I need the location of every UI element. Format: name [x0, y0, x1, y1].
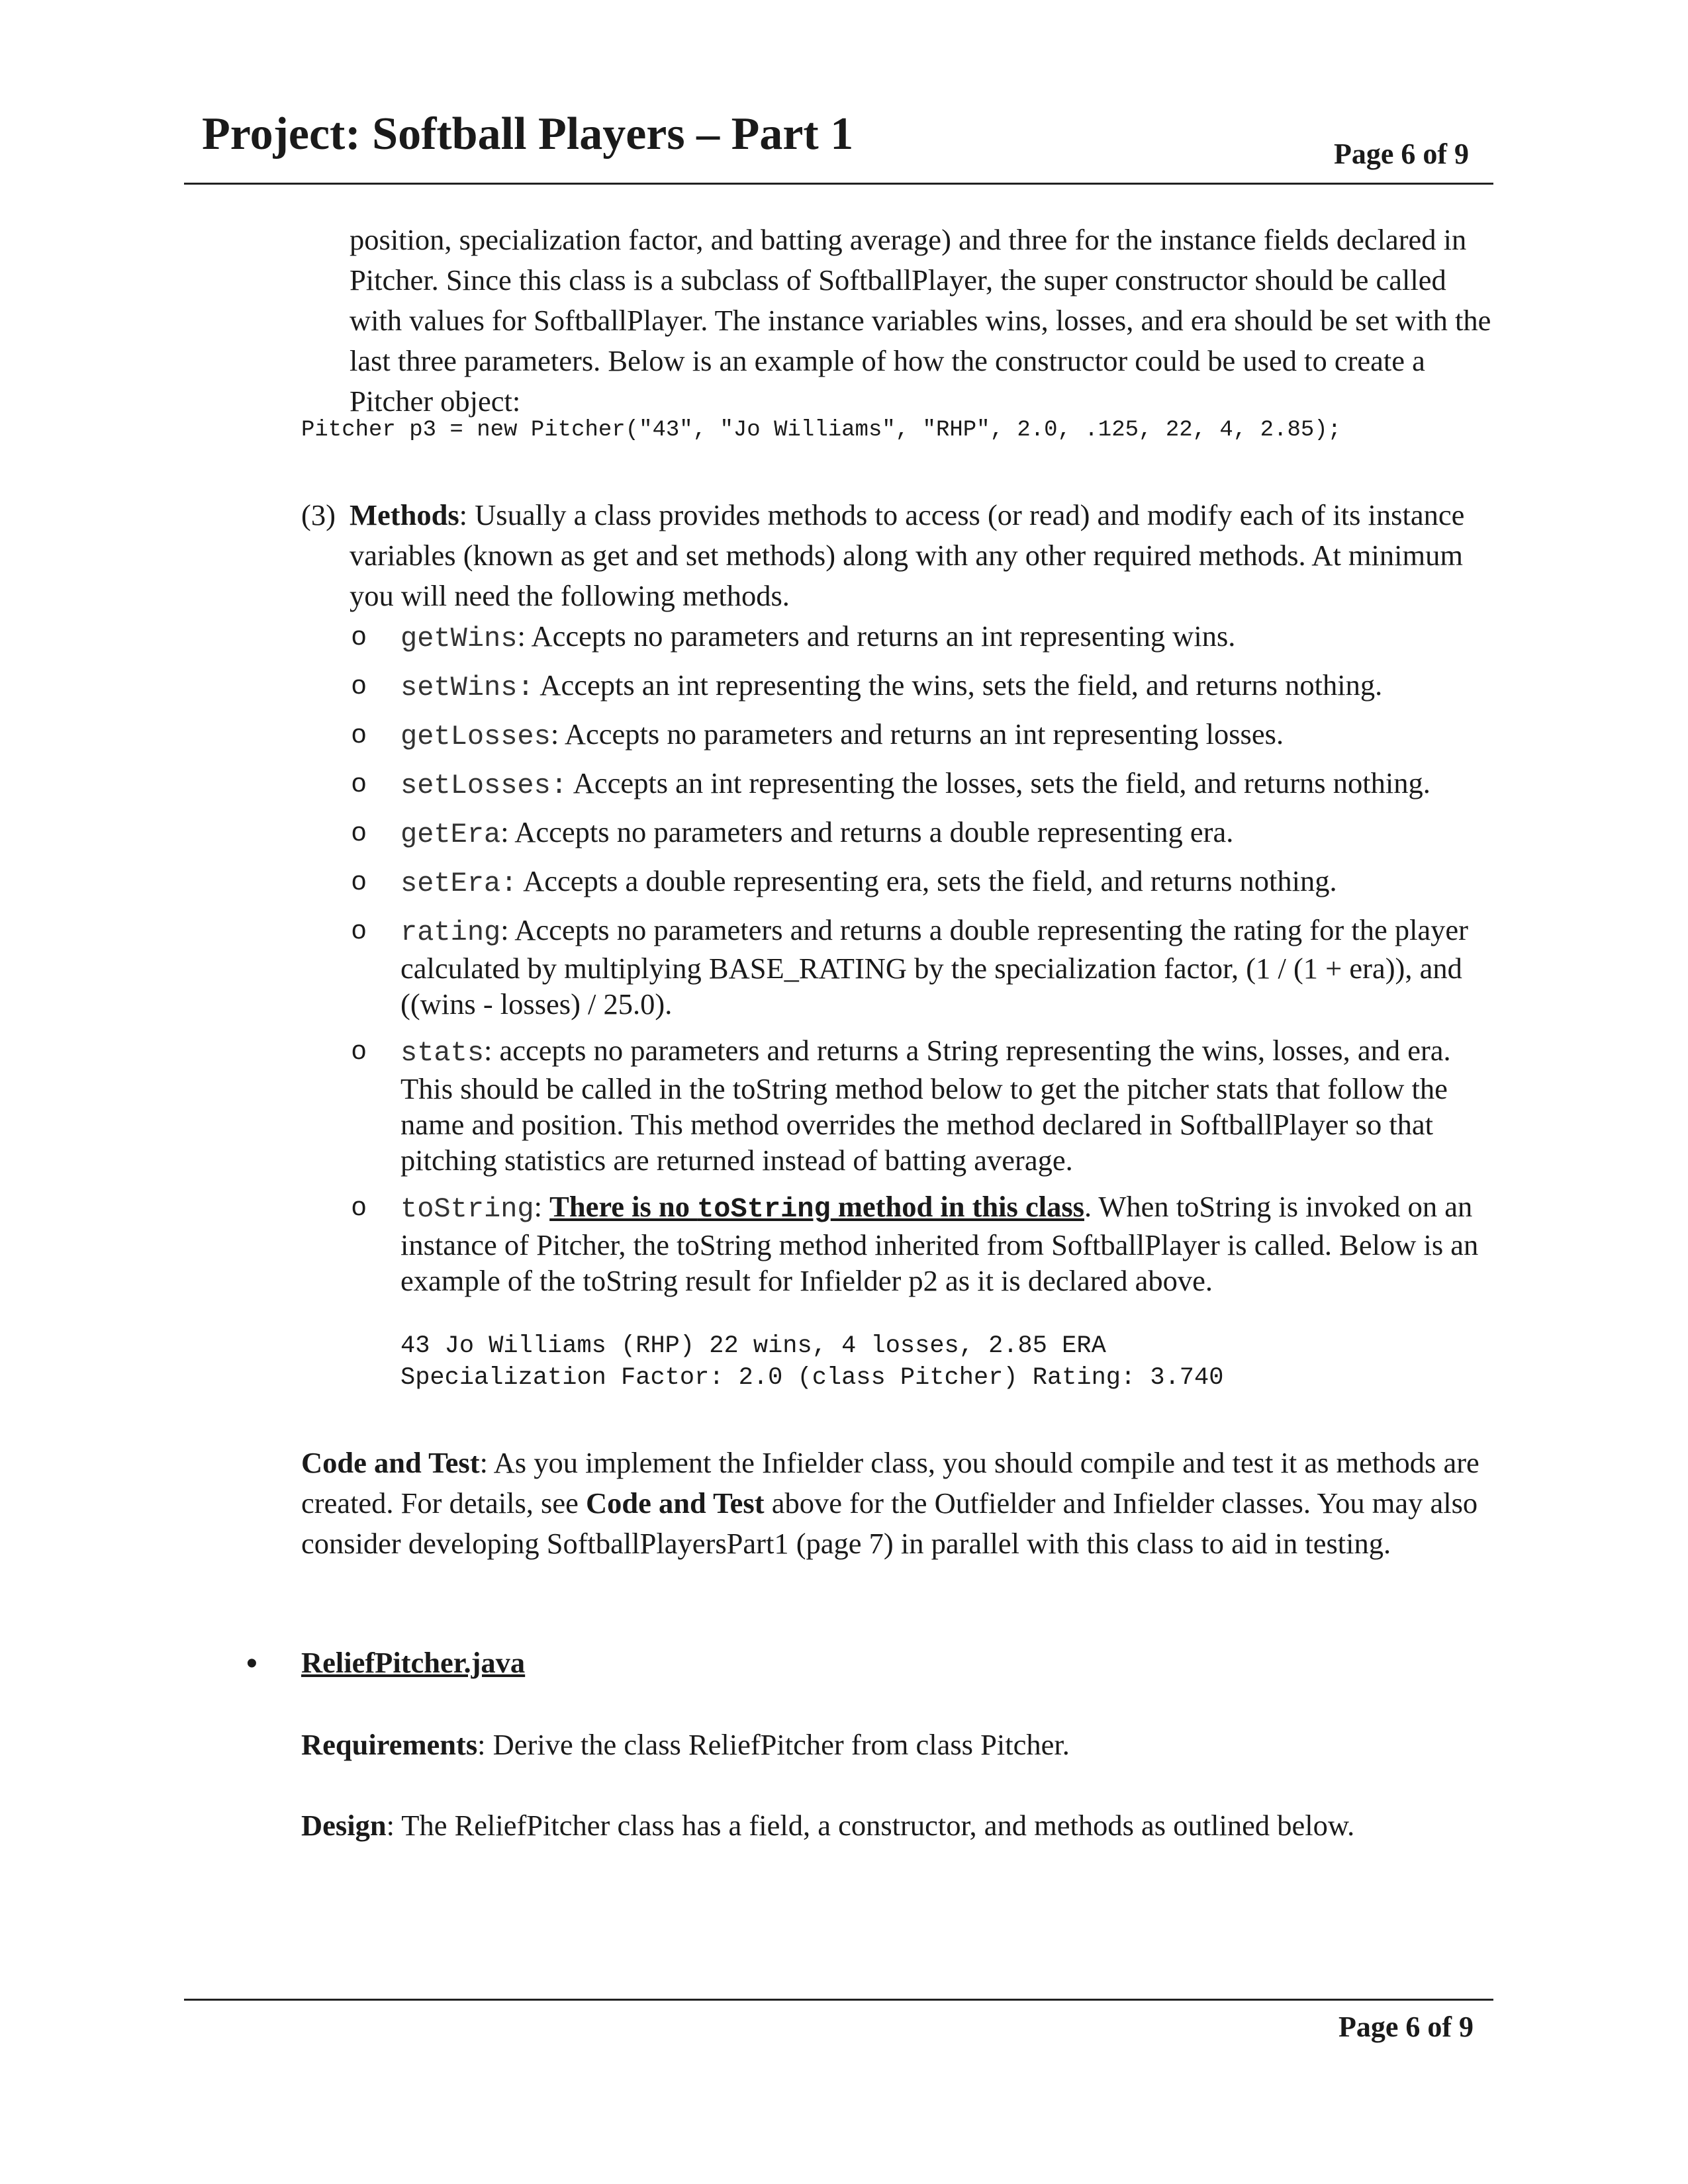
method-name: getEra [400, 819, 501, 850]
list-item [350, 814, 1495, 852]
list-item [350, 1189, 1495, 1298]
method-name: rating [400, 917, 501, 948]
section-number: (3) [301, 498, 336, 531]
list-bullet: o [352, 670, 367, 700]
tostring-note [549, 1190, 1084, 1223]
list-item [350, 618, 1495, 657]
list-bullet: o [352, 817, 367, 846]
output-line: Specialization Factor: 2.0 (class Pitcher) Rating: 3.740 [400, 1364, 1224, 1392]
header-page-number: Page 6 of 9 [1334, 138, 1470, 170]
list-bullet: o [352, 915, 367, 944]
requirements-label: Requirements [301, 1728, 478, 1761]
list-bullet: o [352, 1036, 367, 1065]
methods-list [350, 618, 1495, 1298]
method-description: : Accepts no parameters and returns an int representing losses. [550, 717, 1284, 751]
method-description: : Accepts no parameters and returns a double representing era. [500, 815, 1234, 848]
list-item [350, 716, 1495, 754]
design-text: : The ReliefPitcher class has a field, a constructor, and methods as outlined below. [386, 1809, 1355, 1842]
method-description: : accepts no parameters and returns a String representing the wins, losses, and era. This should be called in the toString method below to get the pitcher stats that follow the name and position. This method overrides the method declared in SoftballPlayer so that pitching statistics are returned instead of batting average. [400, 1034, 1451, 1177]
tostring-output-example [400, 1330, 1223, 1394]
requirements-text: : Derive the class ReliefPitcher from class Pitcher. [477, 1728, 1070, 1761]
header-divider [184, 183, 1493, 185]
method-description: . When toString is invoked on an instance of Pitcher, the toString method inherited from SoftballPlayer is called. Below is an example of the toString result for Infielder p2 as it is declared above. [400, 1190, 1479, 1297]
output-line: 43 Jo Williams (RHP) 22 wins, 4 losses, 2.85 ERA [400, 1332, 1106, 1360]
list-item [350, 765, 1495, 803]
design-paragraph [301, 1808, 1354, 1843]
constructor-code-example: Pitcher p3 = new Pitcher("43", "Jo Williams", "RHP", 2.0, .125, 22, 4, 2.85); [301, 418, 1342, 443]
footer-page-number: Page 6 of 9 [1338, 2011, 1474, 2043]
footer-divider [184, 1999, 1493, 2001]
method-name: setWins: [400, 672, 534, 704]
methods-heading: Methods [350, 498, 459, 531]
list-item [350, 667, 1495, 705]
method-name: setEra: [400, 868, 518, 899]
method-name: setLosses: [400, 770, 568, 801]
code-and-test-label: Code and Test [301, 1446, 480, 1479]
method-description: Accepts an int representing the losses, sets the field, and returns nothing. [567, 766, 1430, 799]
method-description: : Accepts no parameters and returns a double representing the rating for the player calculated by multiplying BASE_RATING by the specialization factor, (1 / (1 + era)), and ((wins - losses) / 25.0). [400, 913, 1468, 1021]
requirements-paragraph [301, 1727, 1070, 1762]
list-item [350, 863, 1495, 901]
constructor-paragraph: position, specialization factor, and batting average) and three for the instance fields declared in Pitcher. Since this class is a subclass of SoftballPlayer, the super constructor should be called with values for SoftballPlayer. The instance variables wins, losses, and era should be set with the last three parameters. Below is an example of how the constructor could be used to create a Pitcher object: [350, 223, 1491, 418]
tostring-note-code: toString [697, 1193, 831, 1225]
code-and-test-text: above for the Outfielder and Infielder classes. You may also consider developing SoftballPlayersPart1 (page 7) in parallel with this class to aid in testing. [301, 1486, 1478, 1560]
relief-pitcher-heading: ReliefPitcher.java [301, 1646, 526, 1679]
section-bullet: • [246, 1646, 258, 1681]
method-name: getWins [400, 623, 518, 655]
code-and-test-paragraph [301, 1443, 1499, 1564]
list-bullet: o [352, 719, 367, 749]
methods-intro [301, 495, 1499, 616]
list-bullet: o [352, 866, 367, 895]
code-and-test-text: : As you implement the Infielder class, you should compile and test it as methods are created. For details, see [301, 1446, 1479, 1520]
page-title: Project: Softball Players – Part 1 [202, 109, 854, 159]
method-description: Accepts a double representing era, sets the field, and returns nothing. [517, 864, 1337, 897]
list-bullet: o [352, 768, 367, 797]
method-description: : Accepts no parameters and returns an int representing wins. [517, 619, 1236, 653]
method-description: Accepts an int representing the wins, sets the field, and returns nothing. [534, 668, 1383, 702]
method-name: stats [400, 1037, 485, 1069]
methods-intro-text: : Usually a class provides methods to access (or read) and modify each of its instance variables (known as get and set methods) along with any other required methods. At minimum you will need the following methods. [350, 498, 1465, 612]
list-bullet: o [352, 621, 367, 651]
list-item [350, 912, 1495, 1022]
method-name: toString [400, 1193, 534, 1225]
design-label: Design [301, 1809, 387, 1842]
list-bullet: o [352, 1192, 367, 1221]
tostring-note-post: method in this class [830, 1190, 1084, 1223]
method-colon: : [534, 1190, 550, 1223]
list-item [350, 1032, 1495, 1178]
tostring-note-pre: There is no [549, 1190, 698, 1223]
method-name: getLosses [400, 721, 551, 752]
code-and-test-ref: Code and Test [586, 1486, 765, 1520]
